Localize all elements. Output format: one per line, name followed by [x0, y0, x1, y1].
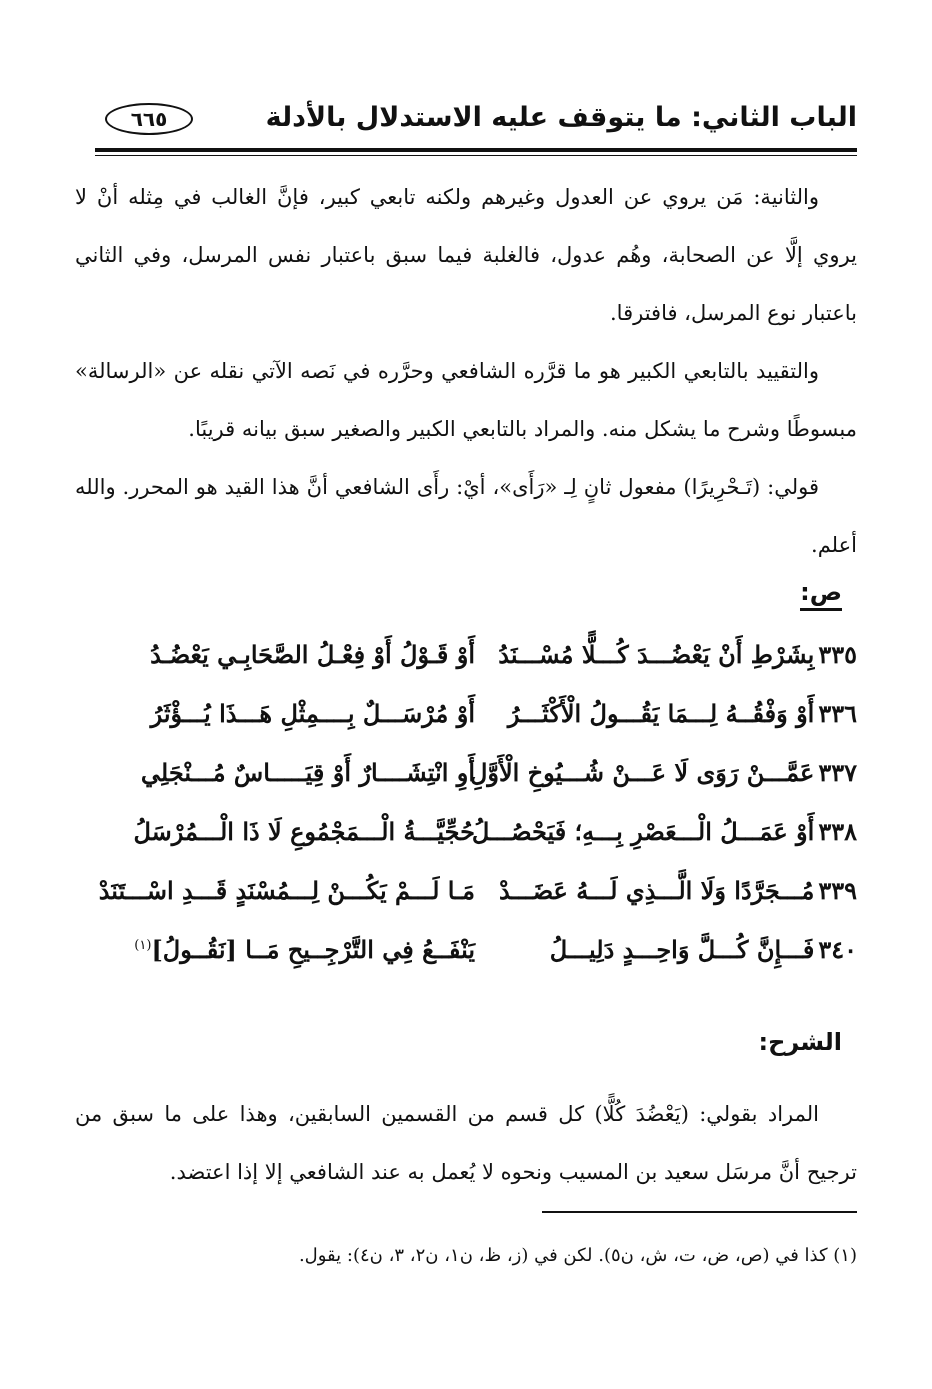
verse-second-hemistich: أَوْ مُرْسَـــلٌ بِــــمِثْلِ هَـــذَا يُـــؤْثَرُ — [150, 699, 475, 728]
sharh-paragraph: المراد بقولي: (يَعْضُدَ كُلًّا) كل قسم من القسمين السابقين، وهذا على ما سبق من ترجيح أنَّ مرسَل سعيد بن المسيب ونحوه لا يُعمل به عند الشافعي إلا إذا اعتضد. — [75, 1102, 857, 1184]
verse-second-hemistich: مَـا لَـــمْ يَكُـــنْ لِـــمُسْنَدٍ قَـــدِ اسْـــتَنَدْ — [98, 876, 475, 905]
verse-first-hemistich: ٣٣٩مُـــجَرَّدًا وَلَا الَّـــذِي لَـــهُ عَضَـــدْ — [499, 876, 857, 905]
verse-row — [75, 640, 857, 699]
verse-number: ٣٣٨ — [818, 817, 857, 846]
verse-number: ٣٣٥ — [818, 640, 857, 669]
paragraph-2: والتقييد بالتابعي الكبير هو ما قرَّره الشافعي وحرَّره في نَصه الآتي نقله عن «الرسالة» مبسوطًا وشرح ما يشكل منه. والمراد بالتابعي الكبير والصغير سبق بيانه قريبًا. — [75, 359, 857, 441]
verse-number: ٣٣٧ — [818, 758, 857, 787]
verse-row — [75, 817, 857, 876]
verse-row — [75, 935, 857, 994]
paragraph-1: والثانية: مَن يروي عن العدول وغيرهم ولكنه تابعي كبير، فإنَّ الغالب في مِثله أنْ لا يروي إلَّا عن الصحابة، وهُم عدول، فالغلبة فيما سبق باعتبار نفس المرسل، وفي الثاني باعتبار نوع المرسل، فافترقا. — [75, 185, 857, 325]
verse-second-hemistich: أَوِ انْتِشَــــارٌ أَوْ قِيَـــــاسٌ مُـــنْجَلِي — [140, 758, 475, 787]
verse-second-hemistich: أَوْ قَـوْلُ أَوْ فِعْـلُ الصَّحَابِـي يَعْضُـدُ — [150, 640, 475, 669]
paragraph-3: قولي: (تَـحْرِيرًا) مفعول ثانٍ لِـ «رَأَى»، أيْ: رأَى الشافعي أنَّ هذا القيد هو المحرر. والله أعلم. — [75, 475, 857, 557]
intro-text — [75, 168, 857, 574]
sharh-label: الشرح: — [758, 1028, 842, 1056]
verse-second-hemistich: حُجِّيَّـــةُ الْـــمَجْمُوعِ لَا ذَا الْـــمُرْسَلُ — [133, 817, 475, 846]
verse-row — [75, 699, 857, 758]
footnote-marker: (١) — [134, 938, 152, 953]
chapter-title: الباب الثاني: ما يتوقف عليه الاستدلال بالأدلة — [265, 102, 857, 133]
verse-number: ٣٣٩ — [818, 876, 857, 905]
matn-label: ص: — [800, 578, 842, 611]
verse-block — [75, 640, 857, 994]
footnote: (١) كذا في (ص، ض، ت، ش، ن٥). لكن في (ز، ظ، ن١، ن٢، ٣، ن٤): يقول. — [298, 1245, 857, 1266]
verse-first-hemistich: ٣٤٠فَـــإِنَّ كُـــلَّ وَاحِـــدٍ دَلِيـــلُ — [549, 935, 857, 964]
verse-second-hemistich: يَنْفَــعُ فِي التَّرْجِــيحِ مَــا [نَقُــولُ]$^{(١)}$ — [134, 935, 475, 964]
verse-number: ٣٣٦ — [818, 699, 857, 728]
verse-first-hemistich: ٣٣٧عَمَّـــنْ رَوَى لَا عَـــنْ شُـــيُوخِ الْأَوَّلِ — [469, 758, 857, 787]
sharh-text — [75, 1085, 857, 1201]
page-number-badge: ٦٦٥ — [105, 103, 193, 135]
footnote-separator — [542, 1211, 857, 1213]
verse-first-hemistich: ٣٣٥بِشَرْطِ أَنْ يَعْضُـــدَ كُـــلًّا مُسْـــنَدُ — [498, 640, 857, 669]
verse-first-hemistich: ٣٣٦أَوْ وَفْقُــهُ لِـــمَا يَقُـــولُ الْأَكْثَـــرُ — [507, 699, 857, 728]
verse-first-hemistich: ٣٣٨أَوْ عَمَـــلُ الْـــعَصْرِ بِـــهِ؛ فَيَحْصُـــلُ — [471, 817, 857, 846]
verse-row — [75, 758, 857, 817]
verse-row — [75, 876, 857, 935]
page-header — [95, 100, 857, 140]
header-rule-thin — [95, 155, 857, 156]
verse-number: ٣٤٠ — [818, 935, 857, 964]
header-rule-thick — [95, 148, 857, 152]
